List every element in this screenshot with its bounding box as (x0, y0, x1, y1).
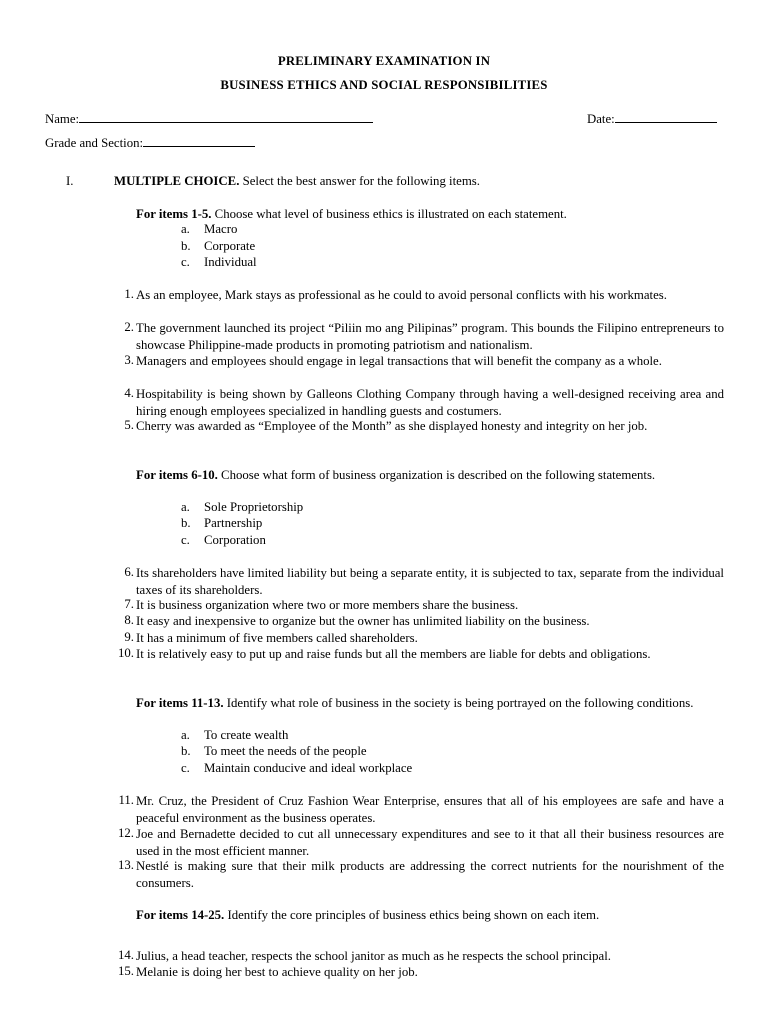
option-text: Partnership (204, 516, 263, 530)
option-letter: c. (181, 761, 190, 775)
date-field (587, 110, 717, 127)
question-text: Mr. Cruz, the President of Cruz Fashion Wear Enterprise, ensures that all of his employees are safe and have a peaceful environment as the business operates. (136, 794, 724, 825)
group-text: Identify the core principles of business ethics being shown on each item. (224, 908, 600, 922)
date-label: Date: (587, 112, 615, 126)
option-text: Macro (204, 222, 238, 236)
question-number: 7. (124, 597, 134, 611)
group-label: For items 11-13. (136, 696, 224, 710)
question-number: 10. (118, 646, 134, 660)
question-number: 8. (124, 613, 134, 627)
question-text: Melanie is doing her best to achieve quality on her job. (136, 965, 418, 979)
question-number: 6. (124, 565, 134, 579)
group-text: Choose what form of business organization is described on the following statements. (217, 468, 656, 482)
option-letter: b. (181, 744, 191, 758)
group-instruction-14-25 (136, 907, 724, 924)
question-number: 1. (124, 287, 134, 301)
question-number: 5. (124, 418, 134, 432)
exam-title-line2: BUSINESS ETHICS AND SOCIAL RESPONSIBILITIES (220, 78, 548, 92)
option-letter: a. (181, 222, 190, 236)
name-blank-line (79, 110, 373, 123)
option-letter: b. (181, 239, 191, 253)
question-number: 15. (118, 964, 134, 978)
option-letter: a. (181, 500, 190, 514)
group-label: For items 6-10. (136, 468, 218, 482)
section-heading (114, 174, 480, 189)
question-number: 12. (118, 826, 134, 840)
question-text: It is business organization where two or more members share the business. (136, 598, 519, 612)
option-text: To meet the needs of the people (204, 744, 367, 758)
question-number: 9. (124, 630, 134, 644)
question-text: It easy and inexpensive to organize but the owner has unlimited liability on the business. (136, 614, 590, 628)
section-number: I. (66, 174, 74, 188)
question-number: 2. (124, 320, 134, 334)
question-text: It has a minimum of five members called shareholders. (136, 631, 418, 645)
group-label: For items 14-25. (136, 908, 225, 922)
group-instruction-1-5 (136, 206, 724, 223)
question-text: Nestlé is making sure that their milk products are addressing the correct nutrients for the nourishment of the consumers. (136, 859, 724, 890)
question-text: Managers and employees should engage in legal transactions that will benefit the company as a whole. (136, 354, 662, 368)
question-text: The government launched its project “Piliin mo ang Pilipinas” program. This bounds the Filipino entrepreneurs to showcase Philippine-made products in promoting patriotism and nationalism. (136, 321, 724, 352)
option-text: Sole Proprietorship (204, 500, 304, 514)
question-number: 13. (118, 858, 134, 872)
option-letter: c. (181, 533, 190, 547)
question-number: 14. (118, 948, 134, 962)
question-text: Joe and Bernadette decided to cut all unnecessary expenditures and see to it that all their business resources are used in the most efficient manner. (136, 827, 724, 858)
option-letter: b. (181, 516, 191, 530)
grade-section-label: Grade and Section: (45, 136, 144, 150)
name-label: Name: (45, 112, 80, 126)
group-text: Choose what level of business ethics is illustrated on each statement. (211, 207, 567, 221)
option-text: Individual (204, 255, 257, 269)
option-text: Maintain conducive and ideal workplace (204, 761, 413, 775)
section-instruction: Select the best answer for the following items. (239, 174, 480, 188)
name-field (45, 110, 373, 127)
group-instruction-11-13 (136, 695, 724, 712)
question-number: 3. (124, 353, 134, 367)
grade-section-blank-line (143, 134, 255, 147)
option-text: Corporate (204, 239, 256, 253)
question-number: 11. (118, 793, 134, 807)
group-instruction-6-10 (136, 467, 724, 484)
question-text: Its shareholders have limited liability but being a separate entity, it is subjected to tax, separate from the individual taxes of its shareholders. (136, 566, 724, 597)
exam-title-line1: PRELIMINARY EXAMINATION IN (277, 54, 491, 68)
grade-section-field (45, 134, 255, 151)
section-title: MULTIPLE CHOICE. (114, 174, 240, 188)
option-letter: a. (181, 728, 190, 742)
question-text: Julius, a head teacher, respects the school janitor as much as he respects the school principal. (136, 949, 611, 963)
question-number: 4. (124, 386, 134, 400)
option-text: To create wealth (204, 728, 289, 742)
option-text: Corporation (204, 533, 266, 547)
question-text: Cherry was awarded as “Employee of the Month” as she displayed honesty and integrity on her job. (136, 419, 648, 433)
option-letter: c. (181, 255, 190, 269)
question-text: As an employee, Mark stays as professional as he could to avoid personal conflicts with his workmates. (136, 288, 667, 302)
question-text: It is relatively easy to put up and raise funds but all the members are liable for debts and obligations. (136, 647, 651, 661)
group-text: Identify what role of business in the society is being portrayed on the following conditions. (223, 696, 694, 710)
group-label: For items 1-5. (136, 207, 212, 221)
date-blank-line (615, 110, 717, 123)
question-text: Hospitability is being shown by Galleons Clothing Company through having a well-designed receiving area and hiring enough employees specialized in handling guests and costumers. (136, 387, 724, 418)
